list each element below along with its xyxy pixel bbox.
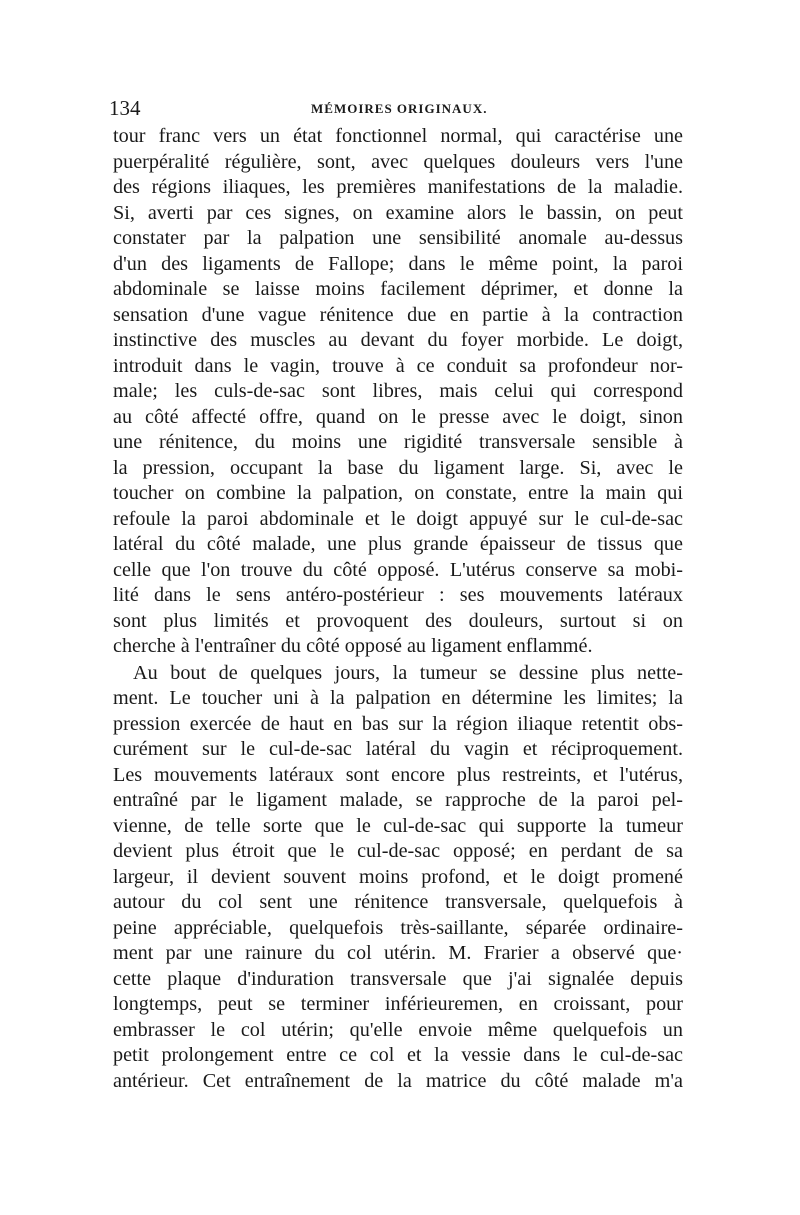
- body-text: [113, 124, 683, 1094]
- text-line: cherche à l'entraîner du côté opposé au ligament enflammé.: [113, 635, 593, 657]
- text-line: puerpéralité régulière, sont, avec quelques douleurs vers l'une: [113, 150, 683, 173]
- running-title: MÉMOIRES ORIGINAUX.: [311, 101, 488, 116]
- text-line: introduit dans le vagin, trouve à ce conduit sa profondeur nor-: [113, 354, 683, 377]
- text-line: embrasser le col utérin; qu'elle envoie même quelquefois un: [113, 1018, 683, 1041]
- page: [109, 96, 683, 1094]
- text-line: peine appréciable, quelquefois très-saillante, séparée ordinaire-: [113, 916, 683, 939]
- text-line: entraîné par le ligament malade, se rapproche de la paroi pel-: [113, 789, 683, 811]
- text-line: instinctive des muscles au devant du foyer morbide. Le doigt,: [113, 329, 683, 351]
- text-line: abdominale se laisse moins facilement déprimer, et donne la: [113, 278, 683, 300]
- text-line: lité dans le sens antéro-postérieur : ses mouvements latéraux: [113, 584, 683, 606]
- text-line: sensation d'une vague rénitence due en partie à la contraction: [113, 303, 683, 326]
- text-line: celle que l'on trouve du côté opposé. L'utérus conserve sa mobi-: [113, 558, 683, 581]
- text-line: ment par une rainure du col utérin. M. Frarier a observé que·: [113, 942, 683, 964]
- text-line: la pression, occupant la base du ligament large. Si, avec le: [113, 456, 683, 479]
- running-head: [109, 96, 683, 124]
- text-line: petit prolongement entre ce col et la vessie dans le cul-de-sac: [113, 1044, 683, 1066]
- text-line: largeur, il devient souvent moins profond, et le doigt promené: [113, 865, 683, 888]
- text-line: longtemps, peut se terminer inférieuremen, en croissant, pour: [113, 993, 683, 1015]
- text-line: constater par la palpation une sensibilité anomale au-dessus: [113, 227, 683, 249]
- text-line: d'un des ligaments de Fallope; dans le même point, la paroi: [113, 252, 683, 275]
- paragraph-2: [113, 661, 683, 1095]
- text-line: pression exercée de haut en bas sur la région iliaque retentit obs-: [113, 712, 683, 735]
- text-line: refoule la paroi abdominale et le doigt appuyé sur le cul-de-sac: [113, 507, 683, 530]
- text-line: latéral du côté malade, une plus grande épaisseur de tissus que: [113, 533, 683, 555]
- text-line: male; les culs-de-sac sont libres, mais celui qui correspond: [113, 380, 683, 402]
- text-line: cette plaque d'induration transversale que j'ai signalée depuis: [113, 967, 683, 990]
- text-line: des régions iliaques, les premières manifestations de la maladie.: [113, 176, 683, 198]
- text-line: antérieur. Cet entraînement de la matrice du côté malade m'a: [113, 1069, 683, 1092]
- text-line: ment. Le toucher uni à la palpation en détermine les limites; la: [113, 687, 683, 709]
- text-line: sont plus limités et provoquent des douleurs, surtout si on: [113, 609, 683, 632]
- page-number: 134: [109, 96, 141, 120]
- text-line: tour franc vers un état fonctionnel normal, qui caractérise une: [113, 125, 683, 147]
- text-line: vienne, de telle sorte que le cul-de-sac qui supporte la tumeur: [113, 814, 683, 837]
- text-line: Au bout de quelques jours, la tumeur se dessine plus nette-: [133, 661, 683, 684]
- text-line: Les mouvements latéraux sont encore plus restreints, et l'utérus,: [113, 763, 683, 786]
- text-line: au côté affecté offre, quand on le presse avec le doigt, sinon: [113, 405, 683, 428]
- text-line: autour du col sent une rénitence transversale, quelquefois à: [113, 891, 683, 913]
- text-line: toucher on combine la palpation, on constate, entre la main qui: [113, 482, 683, 504]
- text-line: devient plus étroit que le cul-de-sac opposé; en perdant de sa: [113, 840, 683, 862]
- text-line: curément sur le cul-de-sac latéral du vagin et réciproquement.: [113, 738, 683, 760]
- paragraph-1: [113, 124, 683, 660]
- text-line: une rénitence, du moins une rigidité transversale sensible à: [113, 431, 683, 453]
- text-line: Si, averti par ces signes, on examine alors le bassin, on peut: [113, 201, 683, 224]
